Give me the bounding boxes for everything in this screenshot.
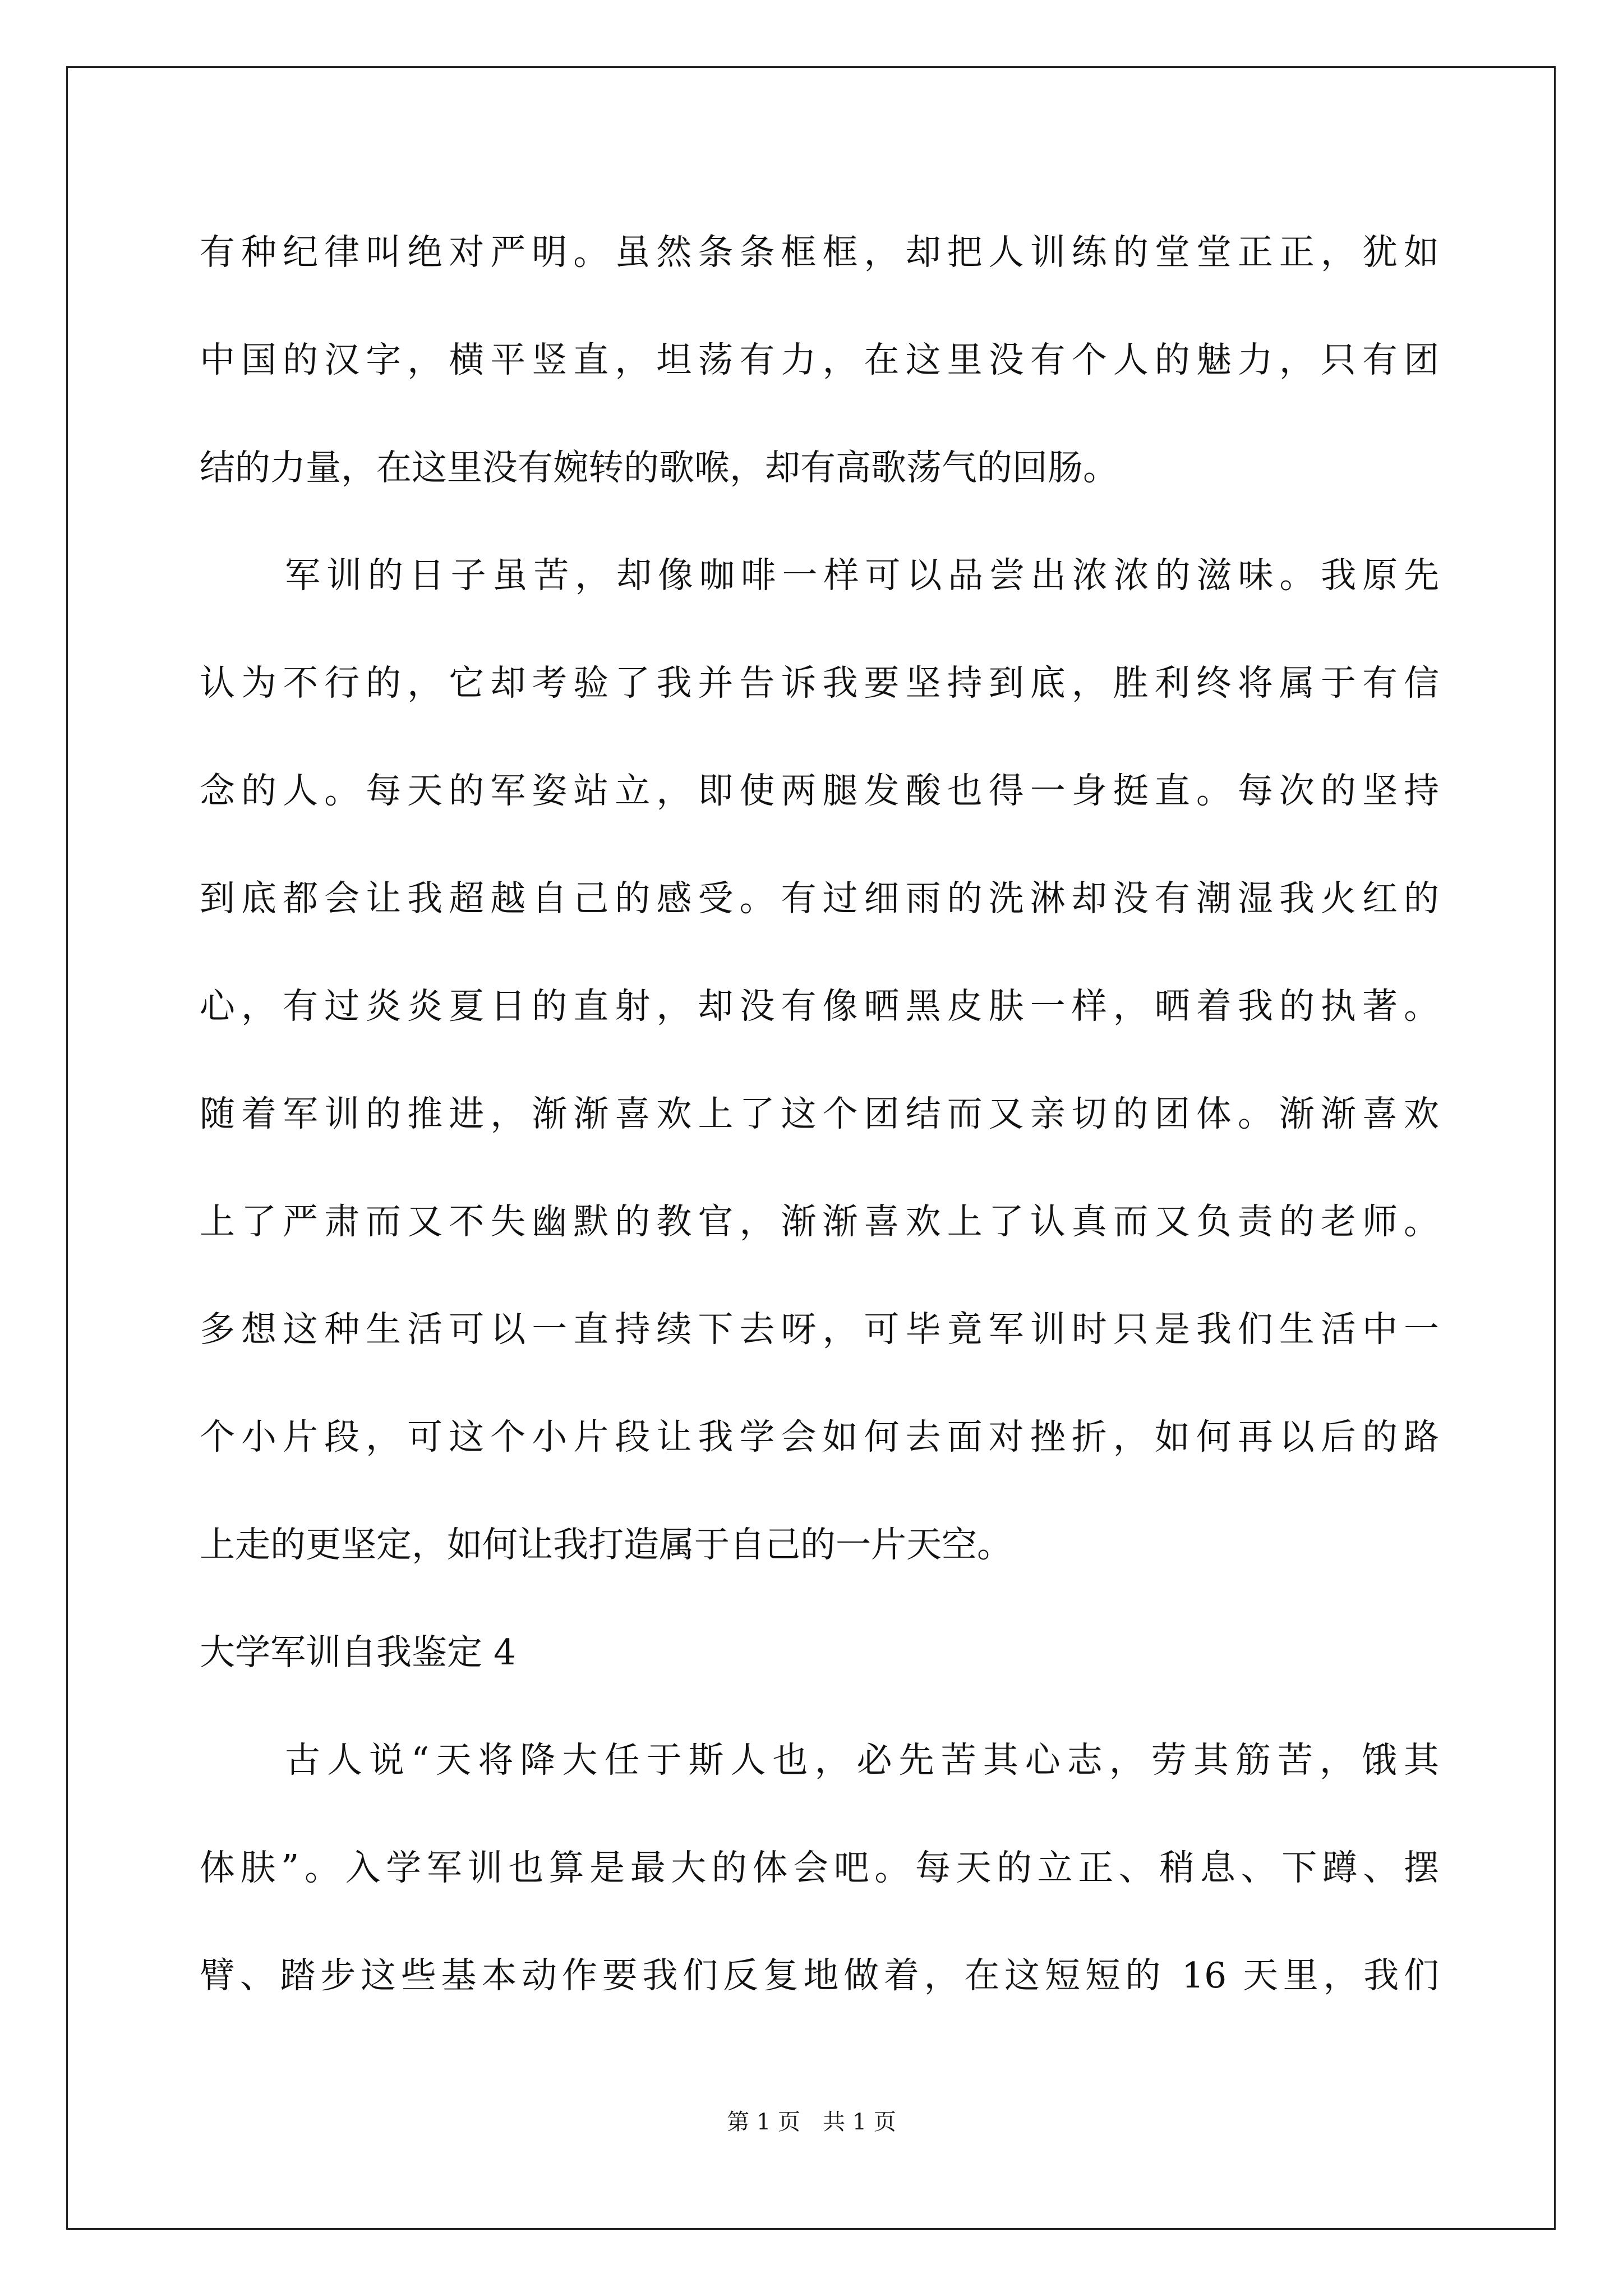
text-line: 认为不行的，它却考验了我并告诉我要坚持到底，胜利终将属于有信 — [200, 662, 1439, 703]
text-line: 上走的更坚定，如何让我打造属于自己的一片天空。 — [200, 1524, 1012, 1565]
text-line: 上了严肃而又不失幽默的教官，渐渐喜欢上了认真而又负责的老师。 — [200, 1201, 1439, 1242]
text-line: 随着军训的推进，渐渐喜欢上了这个团结而又亲切的团体。渐渐喜欢 — [200, 1093, 1439, 1134]
text-line: 有种纪律叫绝对严明。虽然条条框框，却把人训练的堂堂正正，犹如 — [200, 232, 1439, 273]
text-line: 体肤”。入学军训也算是最大的体会吧。每天的立正、稍息、下蹲、摆 — [200, 1847, 1439, 1888]
text-line: 中国的汉字，横平竖直，坦荡有力，在这里没有个人的魅力，只有团 — [200, 339, 1439, 380]
paragraph-first-line: 古人说“天将降大任于斯人也，必先苦其心志，劳其筋苦，饿其 — [285, 1740, 1439, 1780]
text-line: 多想这种生活可以一直持续下去呀，可毕竟军训时只是我们生活中一 — [200, 1309, 1439, 1350]
page-footer: 第 1 页 共 1 页 — [727, 2109, 896, 2135]
text-line: 个小片段，可这个小片段让我学会如何去面对挫折，如何再以后的路 — [200, 1416, 1439, 1457]
text-line: 心，有过炎炎夏日的直射，却没有像晒黑皮肤一样，晒着我的执著。 — [200, 986, 1439, 1027]
text-line: 结的力量，在这里没有婉转的歌喉，却有高歌荡气的回肠。 — [200, 447, 1118, 488]
page-border — [66, 66, 1556, 2230]
text-line: 念的人。每天的军姿站立，即使两腿发酸也得一身挺直。每次的坚持 — [200, 770, 1439, 811]
section-heading: 大学军训自我鉴定 4 — [200, 1632, 517, 1673]
paragraph-first-line: 军训的日子虽苦，却像咖啡一样可以品尝出浓浓的滋味。我原先 — [285, 555, 1439, 596]
text-line: 臂、踏步这些基本动作要我们反复地做着，在这短短的 16 天里，我们 — [200, 1955, 1439, 1996]
text-line: 到底都会让我超越自己的感受。有过细雨的洗淋却没有潮湿我火红的 — [200, 878, 1439, 919]
